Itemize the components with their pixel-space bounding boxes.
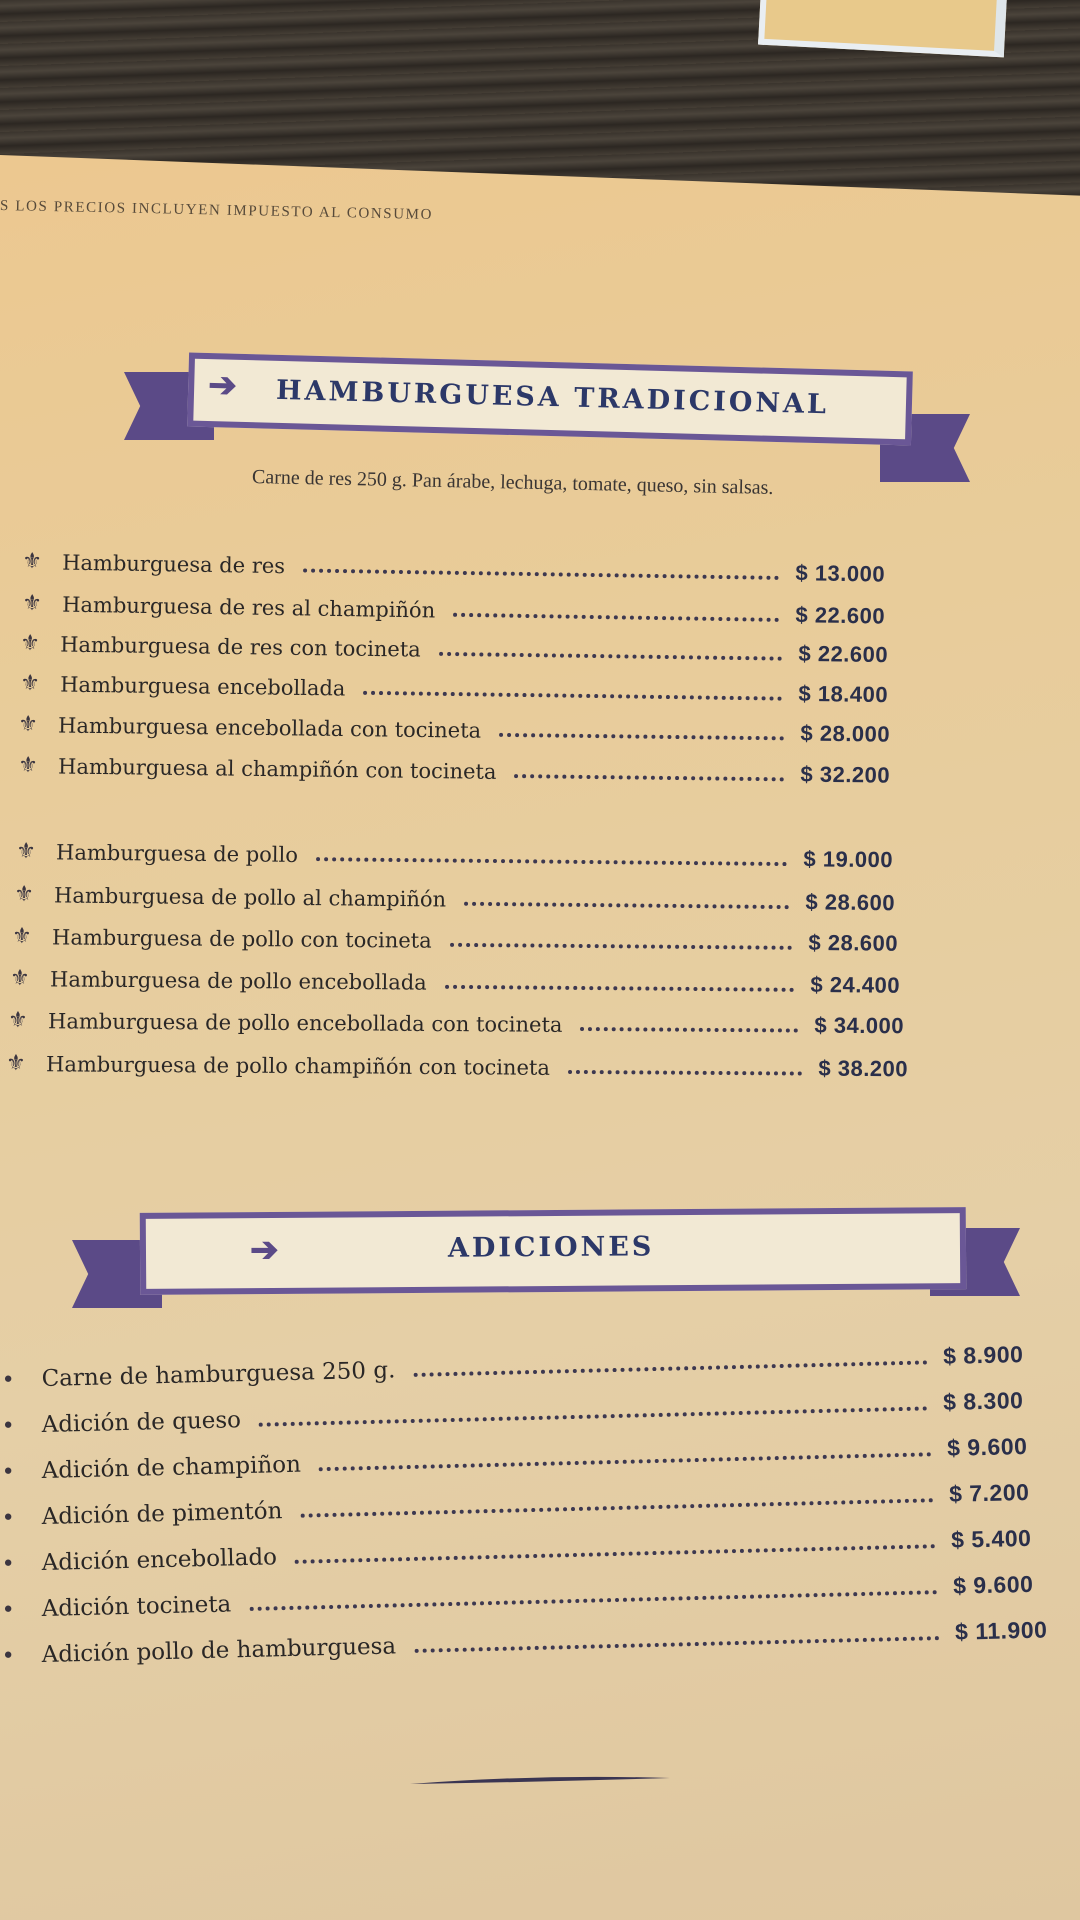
menu-item-name: Hamburguesa de pollo champiñón con tocineta	[45, 1052, 550, 1080]
menu-item-name: Adición pollo de hamburguesa	[41, 1633, 397, 1669]
fleur-bullet-icon: ⚜	[22, 591, 43, 617]
fleur-bullet-icon: •	[1, 1505, 15, 1531]
fleur-bullet-icon: •	[1, 1413, 15, 1439]
fleur-bullet-icon: ⚜	[18, 753, 39, 779]
menu-item-name: Hamburguesa encebollada	[59, 672, 346, 701]
dotted-leader	[303, 568, 779, 579]
fleur-bullet-icon: ⚜	[22, 549, 43, 575]
fleur-bullet-icon: ⚜	[12, 924, 32, 950]
menu-item-name: Hamburguesa de pollo al champiñón	[53, 883, 447, 912]
menu-item-price: $ 9.600	[946, 1432, 1028, 1461]
dotted-leader	[439, 652, 783, 661]
section-subtitle: Carne de res 250 g. Pan árabe, lechuga, tomate, queso, sin salsas.	[251, 466, 774, 499]
menu-item-name: Hamburguesa de pollo encebollada con tocineta	[47, 1009, 563, 1037]
menu-item-price: $ 9.600	[952, 1570, 1034, 1599]
menu-item-price: $ 28.600	[808, 929, 899, 956]
decorative-flourish	[410, 1776, 670, 1786]
menu-item-price: $ 19.000	[803, 846, 894, 873]
fleur-bullet-icon: •	[1, 1367, 15, 1393]
menu-item-name: Hamburguesa de res con tocineta	[59, 632, 421, 662]
menu-item-name: Hamburguesa de res	[61, 550, 286, 579]
menu-item-price: $ 28.000	[800, 720, 891, 747]
fleur-bullet-icon: •	[1, 1597, 15, 1623]
menu-item-price: $ 8.300	[942, 1387, 1024, 1415]
fleur-bullet-icon: ⚜	[8, 1008, 28, 1034]
menu-item-price: $ 13.000	[795, 560, 886, 587]
menu-item-name: Hamburguesa al champiñón con tocineta	[57, 754, 497, 784]
menu-item-name: Adición tocineta	[41, 1591, 232, 1623]
fleur-bullet-icon: ⚜	[6, 1051, 26, 1077]
dotted-leader	[450, 943, 793, 950]
banner-box	[140, 1207, 967, 1295]
menu-item-price: $ 38.200	[818, 1055, 909, 1082]
menu-item-name: Adición de pimentón	[41, 1498, 283, 1531]
section-title: ADICIONES	[447, 1231, 655, 1264]
fleur-bullet-icon: ⚜	[10, 966, 30, 992]
dotted-leader	[514, 774, 784, 781]
dotted-leader	[464, 902, 789, 909]
fleur-bullet-icon: ⚜	[20, 671, 41, 697]
menu-item-name: Hamburguesa de pollo con tocineta	[51, 925, 432, 953]
arrow-right-icon: ➔	[207, 366, 238, 405]
fleur-bullet-icon: ⚜	[20, 631, 41, 657]
arrow-right-icon: ➔	[249, 1230, 279, 1270]
dotted-leader	[453, 613, 779, 622]
menu-item-name: Hamburguesa de res al champiñón	[61, 592, 436, 623]
dotted-leader	[568, 1070, 803, 1076]
fleur-bullet-icon: ⚜	[18, 712, 39, 738]
dotted-leader	[316, 857, 788, 866]
dotted-leader	[363, 691, 782, 701]
menu-item-name: Hamburguesa encebollada con tocineta	[57, 713, 482, 743]
tax-note: S LOS PRECIOS INCLUYEN IMPUESTO AL CONSUMO	[0, 198, 434, 224]
fleur-bullet-icon: ⚜	[16, 839, 36, 865]
menu-item-price: $ 7.200	[948, 1478, 1030, 1507]
menu-item-price: $ 34.000	[814, 1012, 905, 1039]
menu-item-price: $ 5.400	[950, 1524, 1032, 1553]
menu-item-name: Hamburguesa de pollo	[55, 840, 299, 867]
dotted-leader	[580, 1027, 798, 1033]
menu-item-name: Hamburguesa de pollo encebollada	[49, 967, 427, 995]
menu-item-price: $ 32.200	[800, 761, 891, 788]
menu-item-price: $ 28.600	[805, 889, 896, 916]
menu-item-price: $ 18.400	[798, 680, 889, 708]
menu-item-price: $ 24.400	[810, 971, 901, 998]
menu-item-name: Adición de champiñon	[41, 1451, 302, 1485]
section-title: HAMBURGUESA TRADICIONAL	[275, 374, 830, 421]
fleur-bullet-icon: •	[1, 1551, 15, 1577]
menu-item-price: $ 22.600	[795, 602, 886, 629]
fleur-bullet-icon: ⚜	[14, 882, 34, 908]
menu-item-price: $ 22.600	[798, 640, 889, 668]
menu-item-name: Adición encebollado	[41, 1544, 278, 1577]
fleur-bullet-icon: •	[1, 1459, 15, 1485]
dotted-leader	[445, 985, 795, 992]
fleur-bullet-icon: •	[1, 1643, 15, 1669]
menu-item-name: Carne de hamburguesa 250 g.	[41, 1357, 396, 1393]
menu-item-name: Adición de queso	[41, 1407, 242, 1439]
menu-item-price: $ 8.900	[942, 1341, 1024, 1369]
menu-item-price: $ 11.900	[954, 1616, 1048, 1645]
dotted-leader	[499, 733, 784, 740]
